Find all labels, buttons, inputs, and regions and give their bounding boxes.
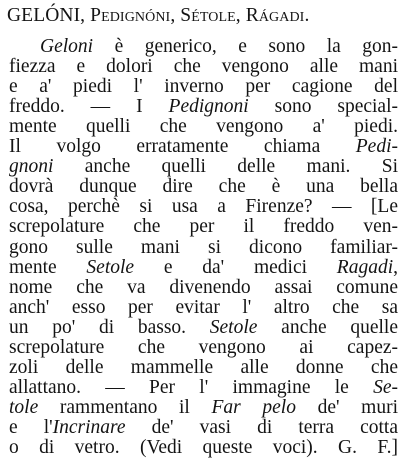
italic-term: tole xyxy=(9,396,39,418)
text-run: , xyxy=(393,256,398,278)
text-line xyxy=(9,337,398,359)
text-run: anche quelli delle mani. Si xyxy=(53,156,398,178)
italic-term: Far pelo xyxy=(211,396,296,418)
text-run: de' vasi di terra cotta xyxy=(125,416,399,438)
text-line xyxy=(9,176,398,198)
italic-term: Se- xyxy=(373,376,398,398)
text-line xyxy=(9,136,398,158)
text-line xyxy=(9,277,398,299)
text-line xyxy=(9,377,398,399)
text-line xyxy=(9,297,398,319)
italic-term: Pedignoni xyxy=(168,96,249,118)
text-line xyxy=(9,257,398,279)
heading-term-ragadi: Rágadi xyxy=(245,5,305,26)
heading-separator: , xyxy=(170,5,181,26)
text-run: zoli delle mammelle alle donne che xyxy=(9,356,398,378)
text-run: e l' xyxy=(9,416,53,438)
text-line xyxy=(9,437,398,459)
text-run: gono sulle mani si dicono familiar- xyxy=(9,236,398,258)
text-run: è generico, e sono la gon- xyxy=(93,36,398,57)
text-run: e da' medici xyxy=(134,256,337,278)
italic-term: Setole xyxy=(209,316,258,338)
text-line xyxy=(9,317,398,339)
text-run: anche quelle xyxy=(257,316,398,338)
text-run: freddo. — I xyxy=(9,96,169,118)
entry-heading xyxy=(7,3,403,29)
text-run: Il volgo erratamente chiama xyxy=(9,136,356,158)
text-line xyxy=(9,56,398,78)
text-line xyxy=(9,96,398,118)
italic-term: gnoni xyxy=(9,156,54,178)
italic-term: Setole xyxy=(86,256,135,278)
text-run: fiezza e dolori che vengono alle mani xyxy=(9,56,398,78)
text-line xyxy=(9,156,398,178)
text-line xyxy=(9,237,398,259)
text-line xyxy=(9,357,398,379)
text-run: mente xyxy=(9,256,87,278)
text-run: nome che va divenendo assai comune xyxy=(9,276,398,298)
text-line xyxy=(9,76,398,98)
text-run: anch' esso per evitar l' altro che sa xyxy=(9,296,398,318)
text-run: de' muri xyxy=(295,396,398,418)
text-line xyxy=(9,397,398,419)
text-run: allattano. — Per l' immagine le xyxy=(9,376,374,398)
italic-term: Geloni xyxy=(40,36,94,57)
text-line xyxy=(9,116,398,138)
text-run: e a' piedi l' inverno per cagione del xyxy=(9,76,398,98)
heading-period: . xyxy=(304,5,310,26)
italic-term: Pedi- xyxy=(355,136,398,158)
text-run: rammentano il xyxy=(38,396,212,418)
text-run: dovrà dunque dire che è una bella xyxy=(9,176,398,198)
text-run: sono special- xyxy=(248,96,398,118)
text-run: mente quelli che vengono a' piedi. xyxy=(9,116,398,138)
heading-term-setole: Sétole xyxy=(180,5,236,26)
text-run: screpolature che vengono ai capez- xyxy=(9,336,398,358)
heading-term-geloni: GELÓNI xyxy=(7,5,81,26)
heading-separator: , xyxy=(80,5,91,26)
text-run: screpolature che per il freddo ven- xyxy=(9,216,398,238)
text-line xyxy=(9,196,398,218)
text-line xyxy=(40,36,398,58)
text-run: o di vetro. (Vedi queste voci). G. F.] xyxy=(9,437,398,458)
heading-separator: , xyxy=(235,5,246,26)
italic-term: Ragadi xyxy=(336,256,394,278)
text-line xyxy=(9,417,398,439)
italic-term: Incrinare xyxy=(52,416,126,438)
text-run: cosa, perchè si usa a Firenze? — [Le xyxy=(9,196,398,218)
text-line xyxy=(9,216,398,238)
heading-term-pedignoni: Pedignóni xyxy=(90,5,171,26)
text-run: un po' di basso. xyxy=(9,316,210,338)
